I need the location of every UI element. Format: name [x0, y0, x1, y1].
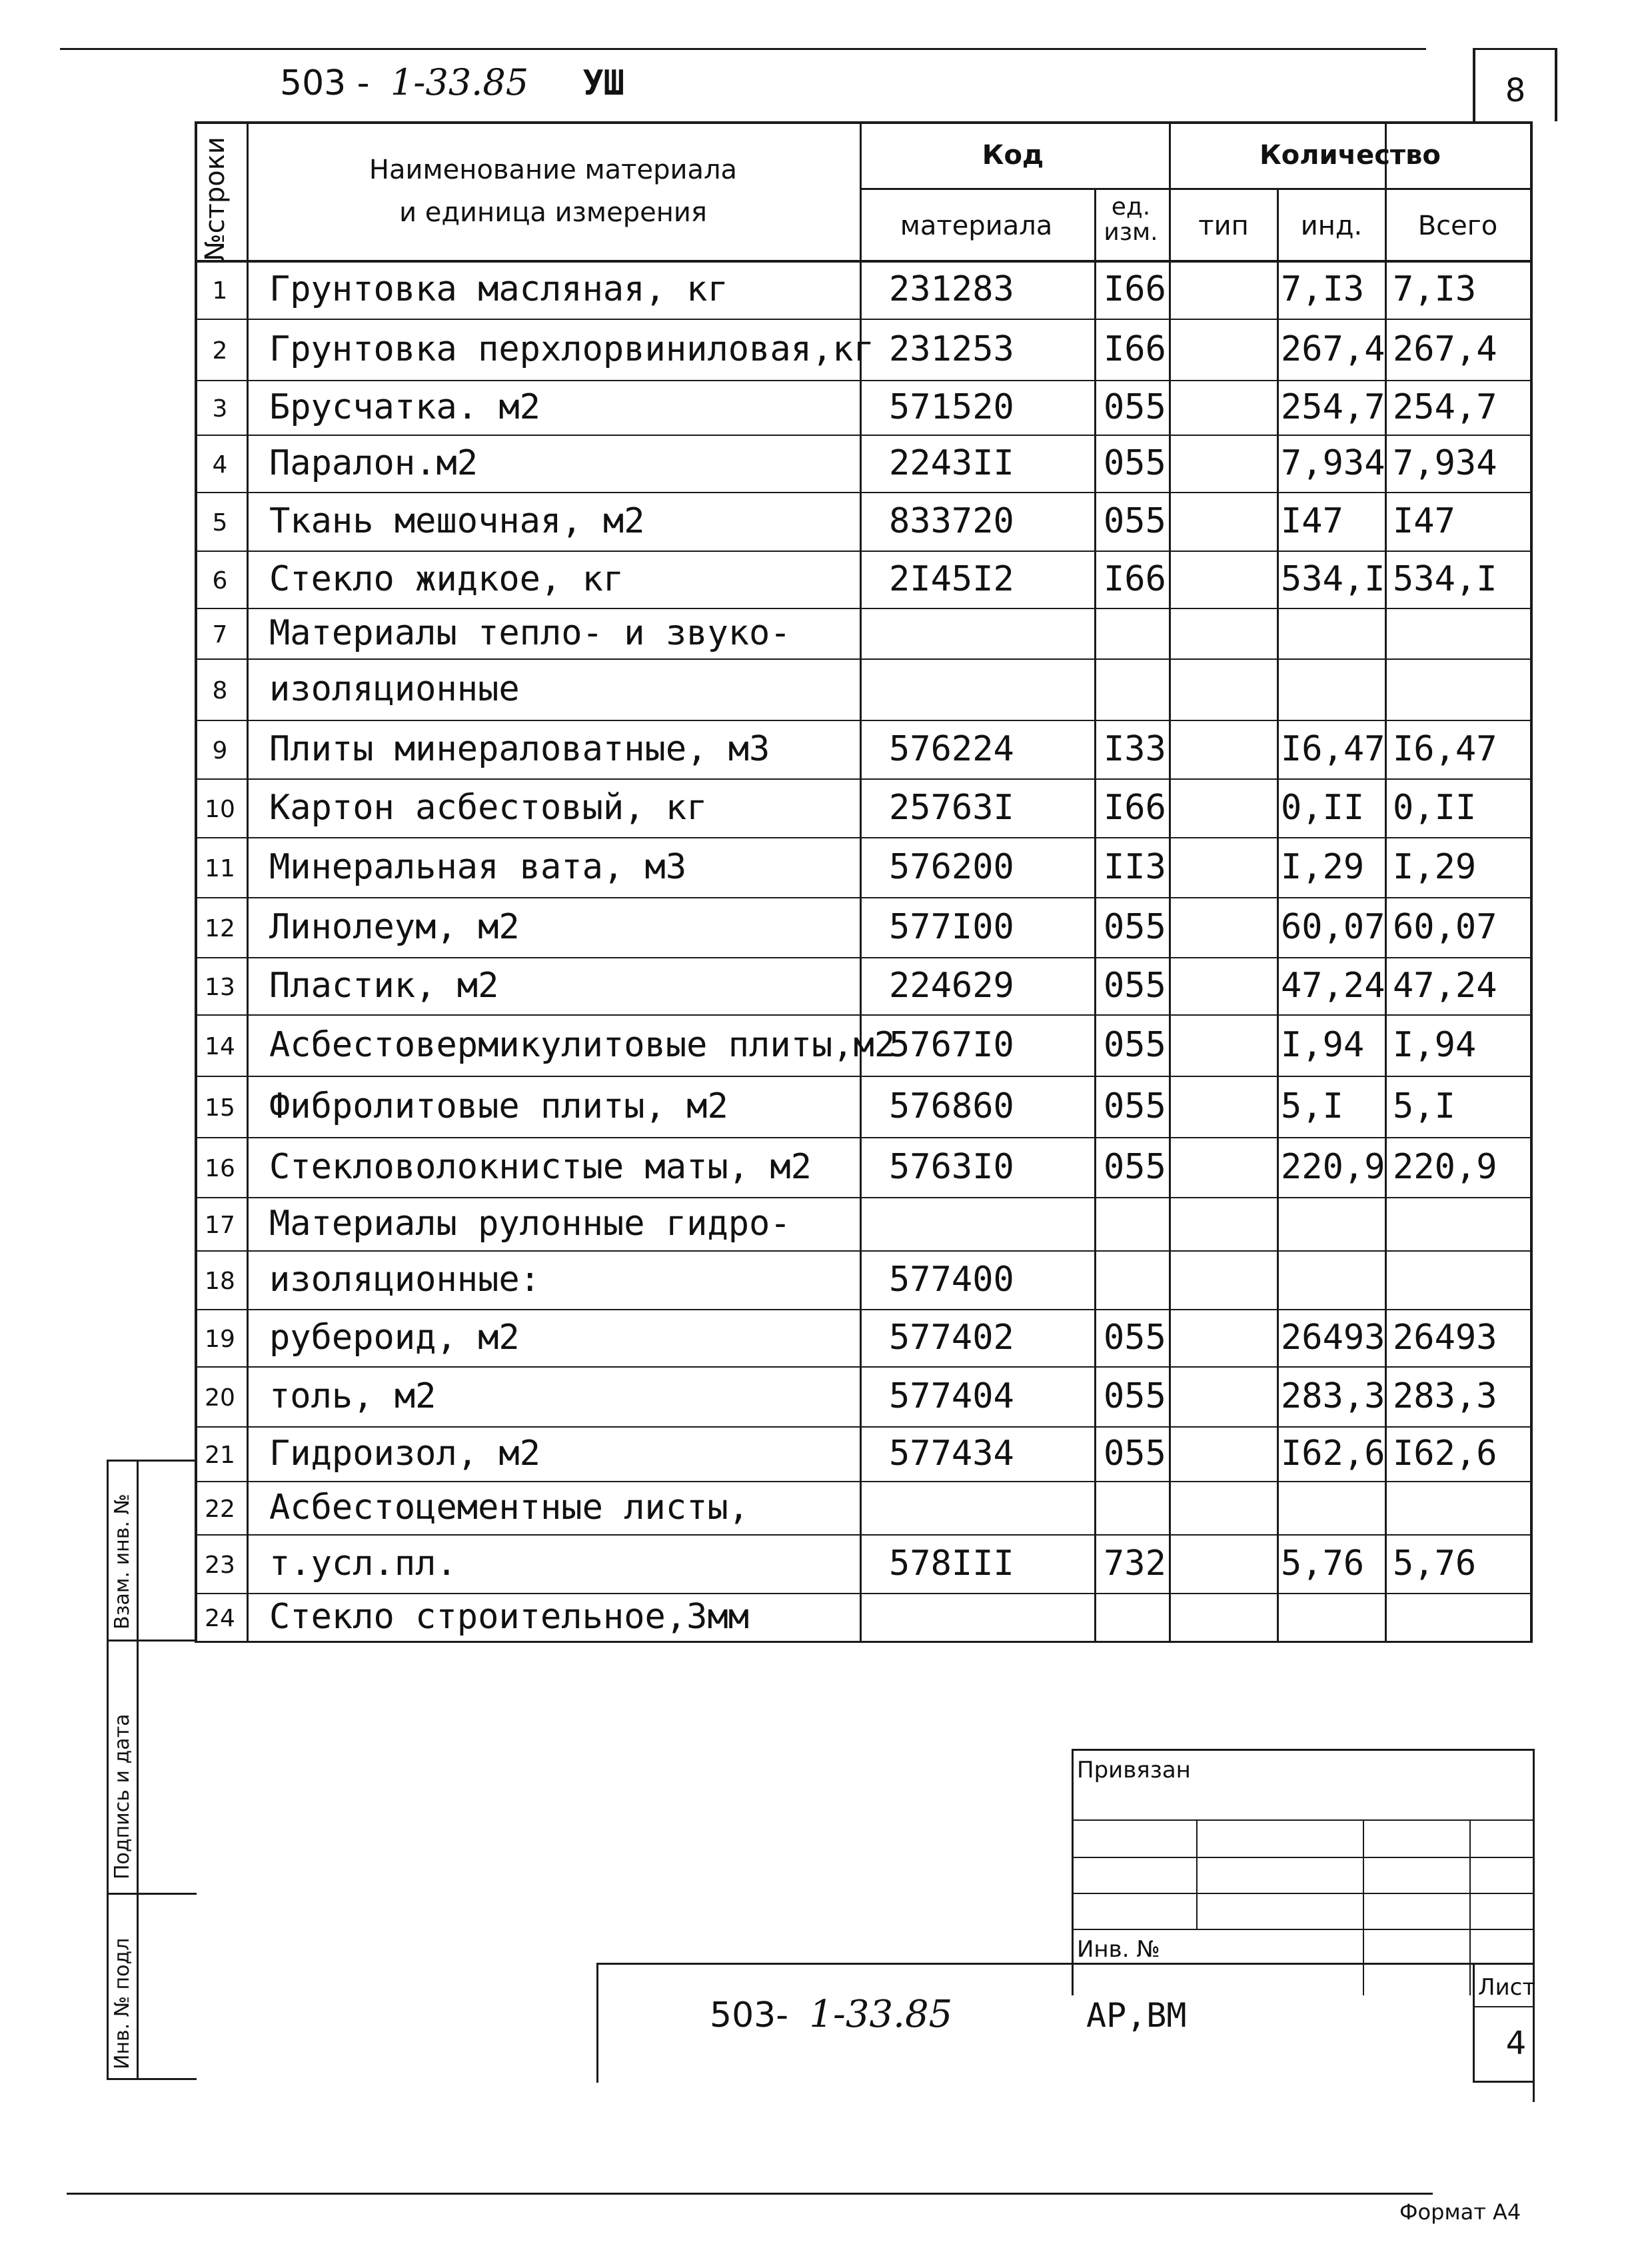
row-number: 21: [205, 1442, 235, 1469]
material-name: Асбестоцементные листы,: [269, 1488, 750, 1528]
material-name: Фибролитовые плиты, м2: [269, 1086, 728, 1126]
col-divider: [1277, 188, 1279, 1641]
row-divider: [195, 1014, 1530, 1016]
material-name: Пластик, м2: [269, 966, 499, 1006]
unit-code: 732: [1104, 1544, 1166, 1584]
material-code: 25763I: [889, 788, 1014, 828]
row-number: 7: [212, 621, 228, 648]
row-number: 18: [205, 1268, 235, 1295]
row-number: 10: [205, 796, 235, 823]
row-divider: [195, 551, 1530, 552]
row-divider: [195, 492, 1530, 493]
material-code: 231253: [889, 329, 1014, 369]
qty-total: 283,3: [1393, 1376, 1497, 1416]
row-divider: [195, 897, 1530, 898]
unit-code: I33: [1104, 729, 1166, 769]
stamp-inner: [137, 1460, 139, 2079]
qty-ind: 47,24: [1281, 966, 1385, 1006]
row-number: 4: [212, 451, 228, 479]
header-code-unit: ед. изм.: [1104, 193, 1158, 246]
row-divider: [195, 1250, 1530, 1252]
row-number: 13: [205, 974, 235, 1001]
material-name: Плиты минераловатные, м3: [269, 729, 770, 769]
unit-code: 055: [1104, 1086, 1166, 1126]
qty-total: 0,II: [1393, 788, 1477, 828]
material-code: 5763I0: [889, 1147, 1014, 1187]
material-name: Грунтовка перхлорвиниловая,кг: [269, 329, 874, 369]
qty-ind: I,94: [1281, 1025, 1365, 1065]
col-divider: [247, 121, 249, 1641]
qty-ind: 0,II: [1281, 788, 1365, 828]
material-name: толь, м2: [269, 1376, 436, 1416]
material-code: 576200: [889, 847, 1014, 887]
material-code: 577404: [889, 1376, 1014, 1416]
page-box-top: [1473, 48, 1556, 50]
stamp-div2: [107, 1893, 197, 1895]
header-bottom-border: [195, 260, 1533, 263]
material-code: 5767I0: [889, 1025, 1014, 1065]
qty-total: 5,I: [1393, 1086, 1455, 1126]
tb-sheet-mid: [1473, 2006, 1535, 2007]
row-number: 6: [212, 567, 228, 594]
material-name: Грунтовка масляная, кг: [269, 269, 728, 309]
unit-code: 055: [1104, 443, 1166, 483]
material-code: 2I45I2: [889, 559, 1014, 599]
unit-code: I66: [1104, 269, 1166, 309]
stamp-bottom: [107, 2078, 197, 2080]
header-code-material: материала: [900, 211, 1053, 241]
qty-ind: 7,I3: [1281, 269, 1365, 309]
doc-code-volume: УШ: [582, 63, 624, 103]
row-number: 14: [205, 1033, 235, 1060]
tb-col: [1196, 1819, 1198, 1929]
qty-ind: 5,76: [1281, 1544, 1365, 1584]
row-divider: [195, 1366, 1530, 1368]
material-name: Минеральная вата, м3: [269, 847, 687, 887]
table-top-border: [195, 121, 1533, 124]
unit-code: 055: [1104, 907, 1166, 947]
unit-code: 055: [1104, 1434, 1166, 1474]
doc-code-number: 1-33.85: [390, 61, 529, 103]
qty-ind: 5,I: [1281, 1086, 1343, 1126]
unit-code: 055: [1104, 1025, 1166, 1065]
material-name: Материалы тепло- и звуко-: [269, 613, 791, 653]
header-mid-border: [860, 188, 1530, 190]
material-code: 577400: [889, 1260, 1014, 1300]
material-name: Линолеум, м2: [269, 907, 520, 947]
bottom-rule: [67, 2193, 1433, 2195]
material-name: изоляционные:: [269, 1260, 540, 1300]
qty-ind: 7,934: [1281, 443, 1385, 483]
qty-ind: 267,4: [1281, 329, 1385, 369]
material-code: 577I00: [889, 907, 1014, 947]
qty-total: 5,76: [1393, 1544, 1477, 1584]
row-number: 17: [205, 1212, 235, 1239]
qty-ind: I47: [1281, 501, 1343, 541]
row-number: 9: [212, 737, 228, 764]
material-name: Ткань мешочная, м2: [269, 501, 645, 541]
material-name: Стекло строительное,3мм: [269, 1597, 750, 1637]
unit-code: II3: [1104, 847, 1166, 887]
title-code-number: 1-33.85: [809, 1993, 953, 2036]
row-divider: [195, 608, 1530, 609]
col-divider: [1169, 121, 1171, 1641]
material-name: Стекловолокнистые маты, м2: [269, 1147, 812, 1187]
row-divider: [195, 658, 1530, 660]
tb-main-top: [596, 1963, 1535, 1965]
table-bottom-border: [195, 1641, 1533, 1643]
privyazan-label: Привязан: [1077, 1757, 1191, 1783]
unit-code: 055: [1104, 501, 1166, 541]
qty-total: 254,7: [1393, 387, 1497, 427]
row-divider: [195, 435, 1530, 436]
material-name: Стекло жидкое, кг: [269, 559, 624, 599]
row-number: 11: [205, 855, 235, 882]
qty-total: 26493: [1393, 1318, 1497, 1358]
qty-total: 7,934: [1393, 443, 1497, 483]
material-name: Материалы рулонные гидро-: [269, 1204, 791, 1244]
material-name: Асбестовермикулитовые плиты,м2: [269, 1025, 896, 1065]
tb-top: [1072, 1749, 1535, 1751]
row-number: 1: [212, 277, 228, 305]
material-code: 578III: [889, 1544, 1014, 1584]
material-code: 2243II: [889, 443, 1014, 483]
unit-code: 055: [1104, 1318, 1166, 1358]
material-code: 833720: [889, 501, 1014, 541]
row-number: 20: [205, 1384, 235, 1412]
row-divider: [195, 319, 1530, 320]
qty-ind: 283,3: [1281, 1376, 1385, 1416]
unit-code: 055: [1104, 966, 1166, 1006]
qty-ind: I,29: [1281, 847, 1365, 887]
header-qty-type: тип: [1198, 211, 1249, 241]
qty-ind: 60,07: [1281, 907, 1385, 947]
row-number: 16: [205, 1155, 235, 1182]
tb-col: [1469, 1819, 1471, 1995]
material-code: 577402: [889, 1318, 1014, 1358]
row-number: 23: [205, 1552, 235, 1579]
row-divider: [195, 1076, 1530, 1077]
qty-ind: 254,7: [1281, 387, 1385, 427]
title-code-series: 503-: [710, 1995, 789, 2035]
unit-code: I66: [1104, 559, 1166, 599]
material-name: Паралон.м2: [269, 443, 478, 483]
title-section: АР,ВМ: [1086, 1996, 1187, 2035]
tb-sheet-bottom: [1473, 2081, 1535, 2083]
stamp-div1: [107, 1640, 197, 1642]
material-name: изоляционные: [269, 669, 520, 709]
material-code: 224629: [889, 966, 1014, 1006]
row-divider: [195, 1309, 1530, 1310]
qty-total: I6,47: [1393, 729, 1497, 769]
qty-ind: I62,6: [1281, 1434, 1385, 1474]
row-divider: [195, 957, 1530, 958]
material-code: 576860: [889, 1086, 1014, 1126]
qty-ind: 534,I: [1281, 559, 1385, 599]
row-divider: [195, 720, 1530, 721]
stamp-left: [107, 1460, 109, 2079]
inv-no-label: Инв. №: [1077, 1936, 1160, 1963]
row-divider: [195, 380, 1530, 381]
row-divider: [195, 837, 1530, 838]
sheet-label: Лист: [1478, 1974, 1536, 2001]
tb-left: [1072, 1749, 1074, 1995]
tb-main-left: [596, 1963, 598, 2083]
tb-row: [1072, 1857, 1535, 1858]
title-code: [710, 1993, 952, 2036]
qty-total: 7,I3: [1393, 269, 1477, 309]
unit-code: 055: [1104, 1376, 1166, 1416]
material-name: Брусчатка. м2: [269, 387, 540, 427]
material-name: Гидроизол, м2: [269, 1434, 540, 1474]
qty-total: 47,24: [1393, 966, 1497, 1006]
material-name: рубероид, м2: [269, 1318, 520, 1358]
tb-row: [1072, 1929, 1535, 1930]
row-divider: [195, 1481, 1530, 1482]
unit-code: I66: [1104, 788, 1166, 828]
format-label: Формат А4: [1399, 2199, 1521, 2225]
header-name-line1: Наименование материала: [369, 155, 738, 185]
material-name: Картон асбестовый, кг: [269, 788, 708, 828]
doc-code: [280, 61, 624, 103]
material-name: т.усл.пл.: [269, 1544, 457, 1584]
row-divider: [195, 1593, 1530, 1594]
doc-code-series: 503 -: [280, 63, 370, 103]
row-number: 8: [212, 677, 228, 704]
row-divider: [195, 778, 1530, 780]
unit-code: I66: [1104, 329, 1166, 369]
unit-code: 055: [1104, 387, 1166, 427]
qty-total: I47: [1393, 501, 1455, 541]
stamp-top: [107, 1460, 197, 1462]
header-name-line2: и единица измерения: [399, 197, 707, 228]
tb-row: [1072, 1819, 1535, 1821]
stamp-vzam: Взам. инв. №: [111, 1494, 134, 1630]
row-number: 22: [205, 1496, 235, 1523]
page-number: 8: [1505, 72, 1526, 109]
qty-total: I62,6: [1393, 1434, 1497, 1474]
col-divider: [1094, 188, 1096, 1641]
tb-row: [1072, 1893, 1535, 1894]
qty-total: 267,4: [1393, 329, 1497, 369]
table-left-border: [195, 121, 197, 1641]
qty-total: I,29: [1393, 847, 1477, 887]
qty-ind: 26493: [1281, 1318, 1385, 1358]
tb-sheet-left: [1473, 1963, 1475, 2083]
row-number: 24: [205, 1605, 235, 1632]
top-rule: [60, 48, 1426, 50]
sheet-number: 4: [1505, 2025, 1527, 2062]
material-code: 577434: [889, 1434, 1014, 1474]
header-row-number: №строки: [200, 137, 231, 261]
row-divider: [195, 1197, 1530, 1198]
material-code: 231283: [889, 269, 1014, 309]
qty-total: 534,I: [1393, 559, 1497, 599]
row-number: 19: [205, 1326, 235, 1353]
row-divider: [195, 1534, 1530, 1536]
stamp-podpis: Подпись и дата: [111, 1713, 134, 1879]
tb-col: [1363, 1819, 1364, 1995]
row-number: 5: [212, 509, 228, 537]
header-qty-group: Количество: [1259, 140, 1441, 171]
row-number: 15: [205, 1094, 235, 1122]
table-right-border: [1530, 121, 1533, 1641]
qty-total: 60,07: [1393, 907, 1497, 947]
qty-total: 220,9: [1393, 1147, 1497, 1187]
row-number: 3: [212, 395, 228, 423]
row-number: 2: [212, 337, 228, 365]
material-code: 571520: [889, 387, 1014, 427]
material-code: 576224: [889, 729, 1014, 769]
header-code-group: Код: [982, 140, 1044, 171]
qty-total: I,94: [1393, 1025, 1477, 1065]
header-qty-total: Всего: [1417, 211, 1498, 241]
row-divider: [195, 1137, 1530, 1138]
row-divider: [195, 1426, 1530, 1428]
row-number: 12: [205, 915, 235, 942]
header-qty-ind: инд.: [1300, 211, 1363, 241]
unit-code: 055: [1104, 1147, 1166, 1187]
qty-ind: I6,47: [1281, 729, 1385, 769]
stamp-inv-podl: Инв. № подл: [111, 1937, 134, 2069]
qty-ind: 220,9: [1281, 1147, 1385, 1187]
